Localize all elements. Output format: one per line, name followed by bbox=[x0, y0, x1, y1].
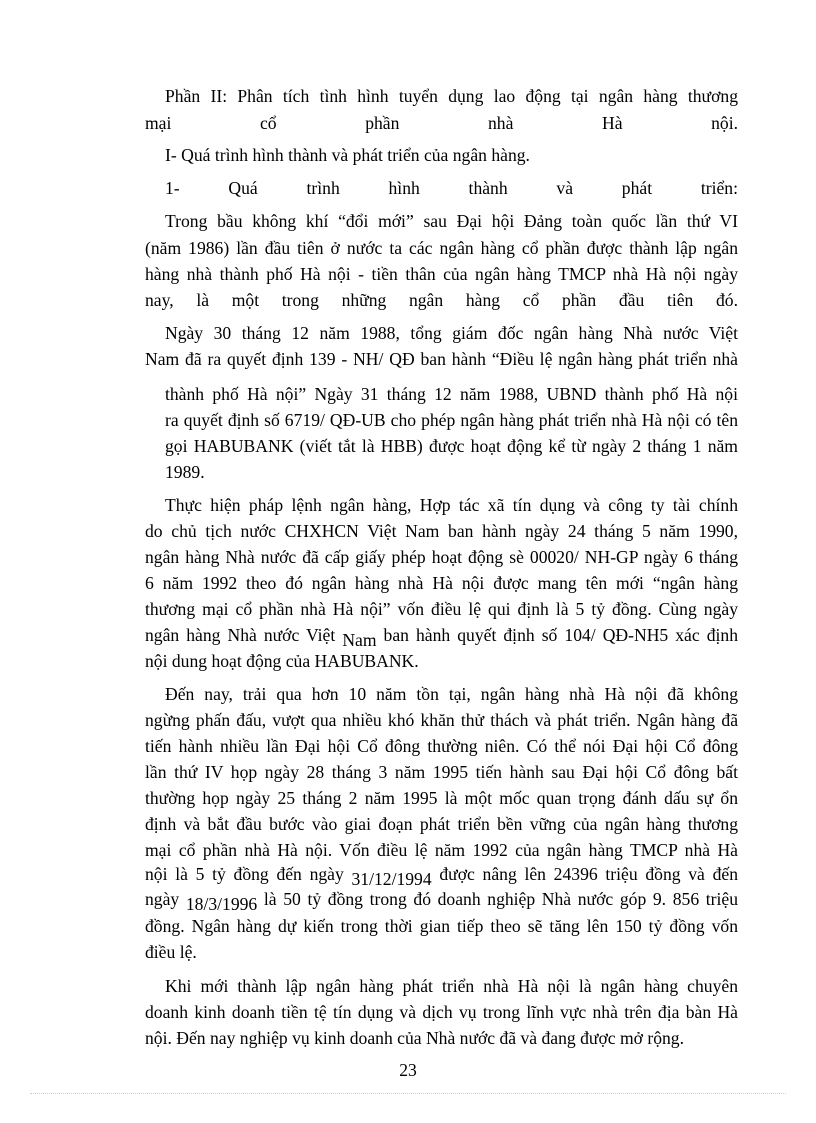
body-line: hàng nhà thành phố Hà nội - tiền thân của ngân hàng TMCP nhà Hà nội ngày bbox=[145, 264, 738, 284]
body-line: 6 năm 1992 theo đó ngân hàng nhà Hà nội được mang tên mới “ngân hàng bbox=[145, 573, 738, 593]
text-run: ngân hàng Nhà nước Việt bbox=[145, 625, 343, 645]
body-line bbox=[145, 886, 738, 912]
text-run: được nâng lên 24396 triệu đồng và đến bbox=[431, 864, 738, 884]
body-line: nội dung hoạt động của HABUBANK. bbox=[145, 651, 419, 671]
body-line: mại cổ phần nhà Hà nội. Vốn điều lệ năm 1992 của ngân hàng TMCP nhà Hà bbox=[145, 840, 738, 860]
body-line: tiến hành nhiều lần Đại hội Cổ đông thường niên. Có thể nói Đại hội Cổ đông bbox=[145, 736, 738, 756]
body-line: 1989. bbox=[165, 462, 205, 482]
body-line: Nam đã ra quyết định 139 - NH/ QĐ ban hành “Điều lệ ngân hàng phát triển nhà bbox=[145, 349, 738, 369]
body-line: ngân hàng Nhà nước đã cấp giấy phép hoạt động sè 00020/ NH-GP ngày 6 tháng bbox=[145, 547, 738, 567]
body-line: do chủ tịch nước CHXHCN Việt Nam ban hành ngày 24 tháng 5 năm 1990, bbox=[145, 521, 738, 541]
body-line: đồng. Ngân hàng dự kiến trong thời gian tiếp theo sẽ tăng lên 150 tỷ đồng vốn bbox=[145, 916, 738, 936]
body-line: Ngày 30 tháng 12 năm 1988, tổng giám đốc ngân hàng Nhà nước Việt bbox=[165, 323, 738, 343]
text-run-lowered: 18/3/1996 bbox=[185, 894, 258, 914]
body-line: định và bắt đầu bước vào giai đoạn phát triển bền vững của ngân hàng thương bbox=[145, 814, 738, 834]
text-run-lowered: 31/12/1994 bbox=[351, 869, 432, 889]
body-line: ra quyết định số 6719/ QĐ-UB cho phép ngân hàng phát triển nhà Hà nội có tên bbox=[165, 410, 738, 430]
body-line: Đến nay, trải qua hơn 10 năm tồn tại, ngân hàng nhà Hà nội đã không bbox=[165, 684, 738, 704]
footer-divider bbox=[30, 1093, 786, 1094]
body-line: nay, là một trong những ngân hàng cổ phần đầu tiên đó. bbox=[145, 290, 738, 310]
text-run: là 50 tỷ đồng trong đó doanh nghiệp Nhà nước góp 9. 856 triệu bbox=[257, 889, 739, 909]
body-line: gọi HABUBANK (viết tắt là HBB) được hoạt động kể từ ngày 2 tháng 1 năm bbox=[165, 436, 738, 456]
text-run: nội là 5 tỷ đồng đến ngày bbox=[145, 864, 352, 884]
text-run-lowered: Nam bbox=[342, 630, 377, 650]
body-line bbox=[145, 622, 738, 648]
body-line: lần thứ IV họp ngày 28 tháng 3 năm 1995 tiến hành sau Đại hội Cổ đông bất bbox=[145, 762, 738, 782]
body-line: doanh kinh doanh tiền tệ tín dụng và dịch vụ trong lĩnh vực nhà trên địa bàn Hà bbox=[145, 1002, 738, 1022]
text-run: ngày bbox=[145, 889, 186, 909]
body-line: thương mại cổ phần nhà Hà nội” vốn điều lệ qui định là 5 tỷ đồng. Cùng ngày bbox=[145, 599, 738, 619]
body-line: Khi mới thành lập ngân hàng phát triển nhà Hà nội là ngân hàng chuyên bbox=[165, 976, 738, 996]
body-line: (năm 1986) lần đầu tiên ở nước ta các ngân hàng cổ phần được thành lập ngân bbox=[145, 238, 738, 258]
body-line: thường họp ngày 25 tháng 2 năm 1995 là một mốc quan trọng đánh dấu sự ổn bbox=[145, 788, 738, 808]
body-line bbox=[145, 861, 738, 887]
subsection-heading: I- Quá trình hình thành và phát triển của ngân hàng. bbox=[165, 145, 530, 165]
text-run: ban hành quyết định số 104/ QĐ-NH5 xác định bbox=[376, 625, 738, 645]
section-heading-cont: mại cổ phần nhà Hà nội. bbox=[145, 113, 738, 133]
subsection-title: 1- Quá trình hình thành và phát triển: bbox=[165, 178, 738, 198]
body-line: điều lệ. bbox=[145, 942, 197, 962]
body-line: Trong bầu không khí “đổi mới” sau Đại hội Đảng toàn quốc lần thứ VI bbox=[165, 211, 738, 231]
section-heading: Phần II: Phân tích tình hình tuyển dụng lao động tại ngân hàng thương bbox=[165, 86, 738, 106]
body-line: ngừng phấn đấu, vượt qua nhiều khó khăn thử thách và phát triển. Ngân hàng đã bbox=[145, 710, 738, 730]
page-number: 23 bbox=[399, 1060, 417, 1080]
body-line: thành phố Hà nội” Ngày 31 tháng 12 năm 1988, UBND thành phố Hà nội bbox=[165, 384, 738, 404]
body-line: Thực hiện pháp lệnh ngân hàng, Hợp tác xã tín dụng và công ty tài chính bbox=[165, 495, 738, 515]
body-line: nội. Đến nay nghiệp vụ kinh doanh của Nhà nước đã và đang được mở rộng. bbox=[145, 1028, 684, 1048]
